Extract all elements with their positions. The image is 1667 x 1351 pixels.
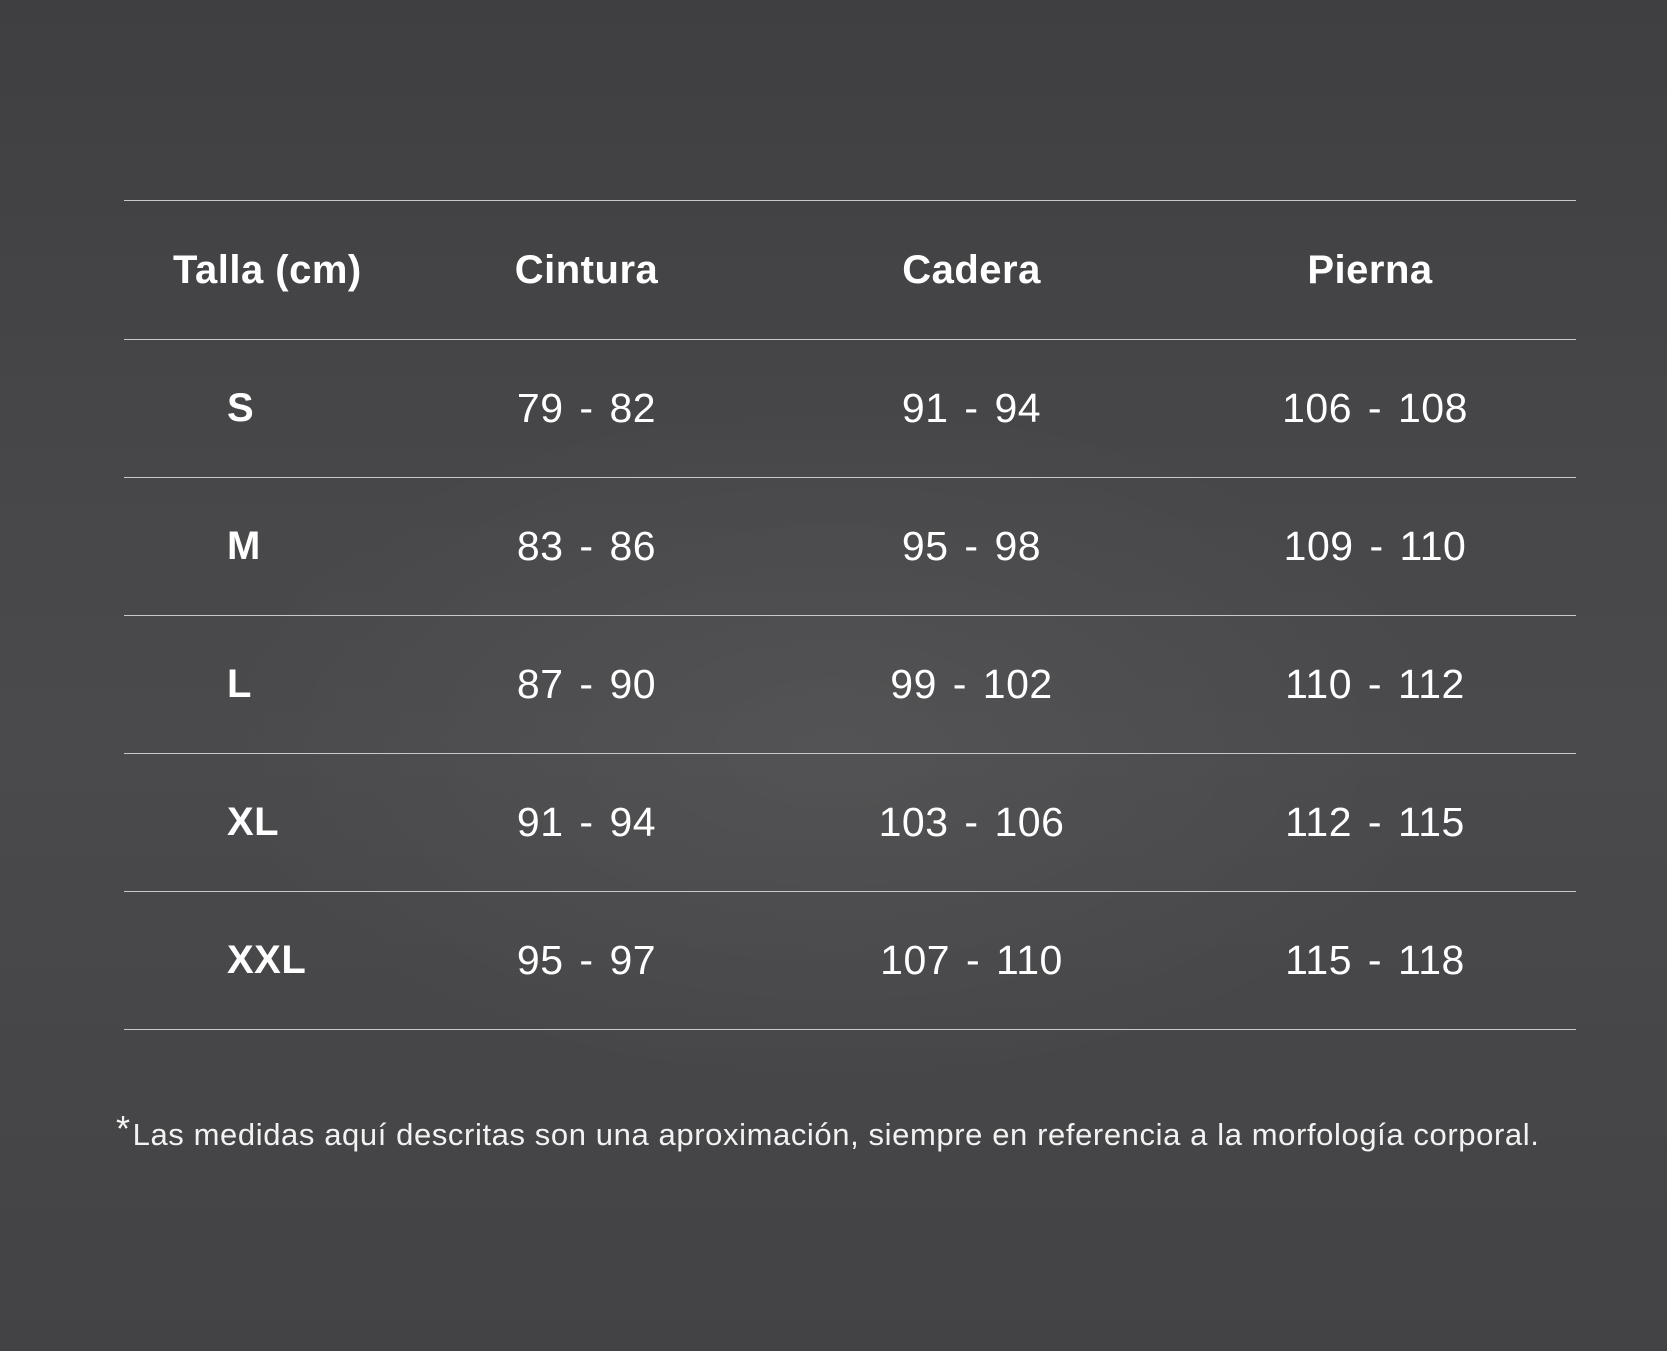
header-cadera: Cadera	[779, 201, 1164, 340]
size-label: L	[124, 616, 394, 754]
size-label: XL	[124, 754, 394, 892]
cintura-cell: 83 - 86	[394, 478, 779, 616]
cadera-cell: 107 - 110	[779, 892, 1164, 1030]
header-talla: Talla (cm)	[124, 201, 394, 340]
cintura-cell: 87 - 90	[394, 616, 779, 754]
cadera-cell: 103 - 106	[779, 754, 1164, 892]
cintura-cell: 91 - 94	[394, 754, 779, 892]
table-row	[124, 478, 1576, 616]
pierna-cell: 106 - 108	[1164, 340, 1576, 478]
size-chart-table	[124, 200, 1576, 1030]
cadera-cell: 95 - 98	[779, 478, 1164, 616]
pierna-cell: 115 - 118	[1164, 892, 1576, 1030]
header-cintura: Cintura	[394, 201, 779, 340]
cintura-cell: 95 - 97	[394, 892, 779, 1030]
table-header-row	[124, 201, 1576, 340]
size-label: S	[124, 340, 394, 478]
header-pierna: Pierna	[1164, 201, 1576, 340]
pierna-cell: 112 - 115	[1164, 754, 1576, 892]
cadera-cell: 99 - 102	[779, 616, 1164, 754]
table-row	[124, 340, 1576, 478]
size-label: XXL	[124, 892, 394, 1030]
footnote	[116, 1108, 1596, 1153]
table-row	[124, 892, 1576, 1030]
pierna-cell: 110 - 112	[1164, 616, 1576, 754]
table-row	[124, 616, 1576, 754]
table-row	[124, 754, 1576, 892]
cadera-cell: 91 - 94	[779, 340, 1164, 478]
cintura-cell: 79 - 82	[394, 340, 779, 478]
pierna-cell: 109 - 110	[1164, 478, 1576, 616]
footnote-text: Las medidas aquí descritas son una aproximación, siempre en referencia a la morfología corporal.	[132, 1117, 1540, 1152]
size-label: M	[124, 478, 394, 616]
footnote-asterisk: *	[116, 1108, 131, 1149]
